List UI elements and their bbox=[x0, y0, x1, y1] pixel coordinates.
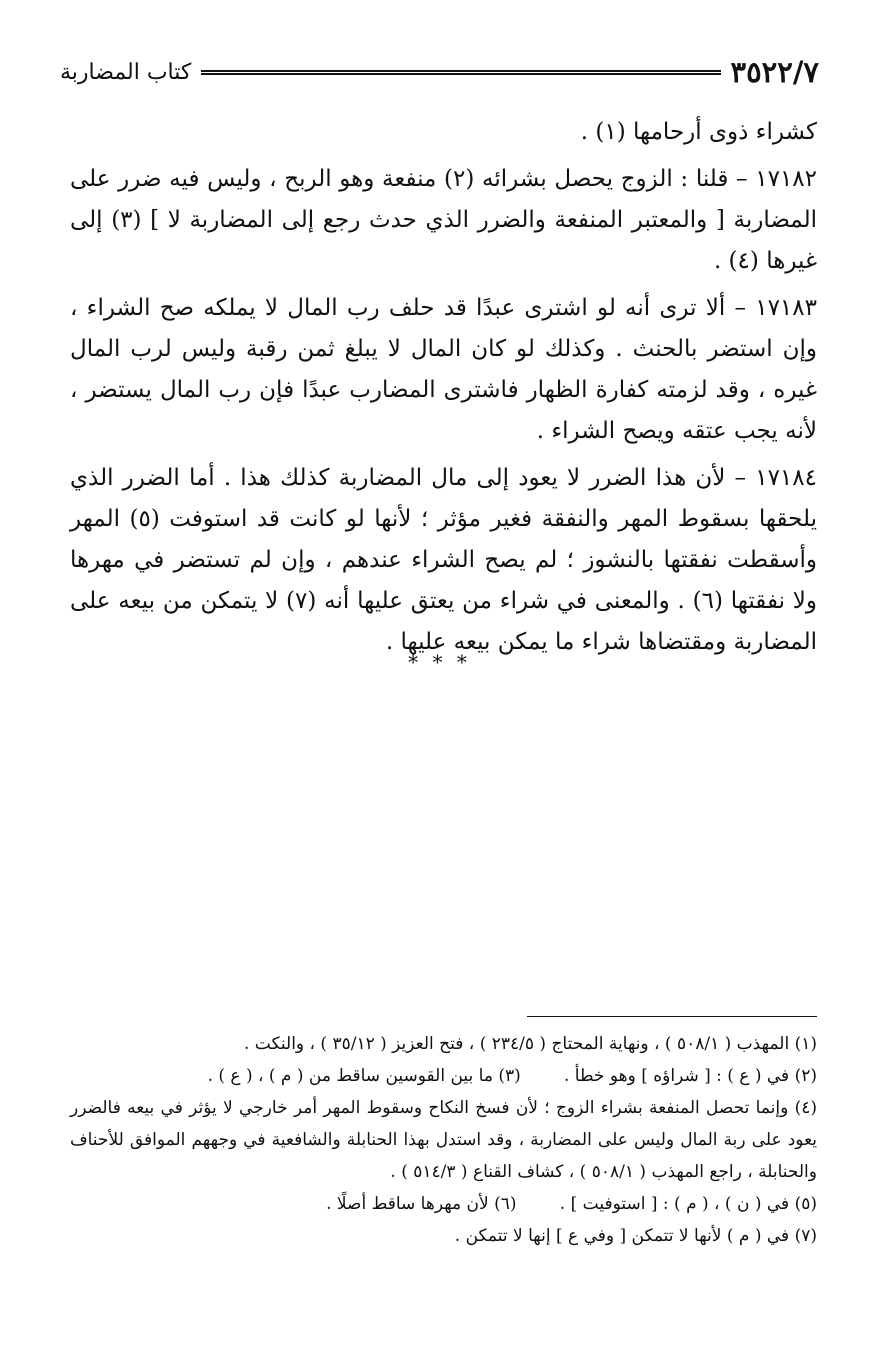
paragraph-17184: ١٧١٨٤ – لأن هذا الضرر لا يعود إلى مال المضاربة كذلك هذا . أما الضرر الذي يلحقها بسقوط المهر والنفقة فغير مؤثر ؛ لأنها لو كانت قد استوفت (٥) المهر وأسقطت نفقتها بالنشوز ؛ لم يصح الشراء عندهم ، وإن لم تستضر في مهرها ولا نفقتها (٦) . والمعنى في شراء من يعتق عليها أنه (٧) لا يتمكن من بيعه على المضاربة ومقتضاها شراء ما يمكن بيعه عليها . bbox=[70, 465, 818, 655]
footnote-rule bbox=[527, 1016, 817, 1017]
paragraph-17182: ١٧١٨٢ – قلنا : الزوج يحصل بشرائه (٢) منفعة وهو الربح ، وليس فيه ضرر على المضاربة [ والمعتبر المنفعة والضرر الذي حدث رجع إلى المضاربة لا ] (٣) إلى غيرها (٤) . bbox=[70, 166, 818, 274]
paragraph-intro: كشراء ذوى أرحامها (١) . bbox=[580, 119, 817, 145]
main-text bbox=[70, 112, 817, 669]
footnote-4: (٤) وإنما تحصل المنفعة بشراء الزوج ؛ لأن فسخ النكاح وسقوط المهر أمر خارجي لا يؤثر في بيعه فالضرر يعود على ربة المال وليس على المضاربة ، وقد استدل بهذا الحنابلة والشافعية في وجههم الموافق للأحناف والحنابلة ، راجع المهذب ( ٥٠٨/١ ) ، كشاف القناع ( ٥١٤/٣ ) . bbox=[70, 1098, 817, 1182]
footnote-2-3: (٢) في ( ع ) : [ شراؤه ] وهو خطأ . (٣) ما بين القوسين ساقط من ( م ) ، ( ع ) . bbox=[207, 1066, 817, 1086]
section-separator: * * * bbox=[408, 650, 471, 674]
footnotes bbox=[70, 1028, 817, 1252]
paragraph-17183: ١٧١٨٣ – ألا ترى أنه لو اشترى عبدًا قد حلف رب المال لا يملكه صح الشراء ، وإن استضر بالحنث . وكذلك لو كان المال لا يبلغ ثمن رقبة وليس لرب المال غيره ، وقد لزمته كفارة الظهار فاشترى المضارب عبدًا فإن رب المال يستضر ، لأنه يجب عتقه ويصح الشراء . bbox=[70, 295, 818, 444]
book-title: كتاب المضاربة bbox=[60, 59, 192, 85]
header-rule bbox=[201, 70, 720, 75]
page-header bbox=[60, 52, 819, 92]
footnote-5-6: (٥) في ( ن ) ، ( م ) : [ استوفيت ] . (٦) لأن مهرها ساقط أصلًا . bbox=[326, 1194, 817, 1214]
page-number: ٣٥٢٢/٧ bbox=[730, 55, 819, 89]
footnote-1: (١) المهذب ( ٥٠٨/١ ) ، ونهاية المحتاج ( ٢٣٤/٥ ) ، فتح العزيز ( ٣٥/١٢ ) ، والنكت . bbox=[244, 1034, 817, 1054]
footnote-7: (٧) في ( م ) لأنها لا تتمكن [ وفي ع ] إنها لا تتمكن . bbox=[454, 1226, 817, 1246]
